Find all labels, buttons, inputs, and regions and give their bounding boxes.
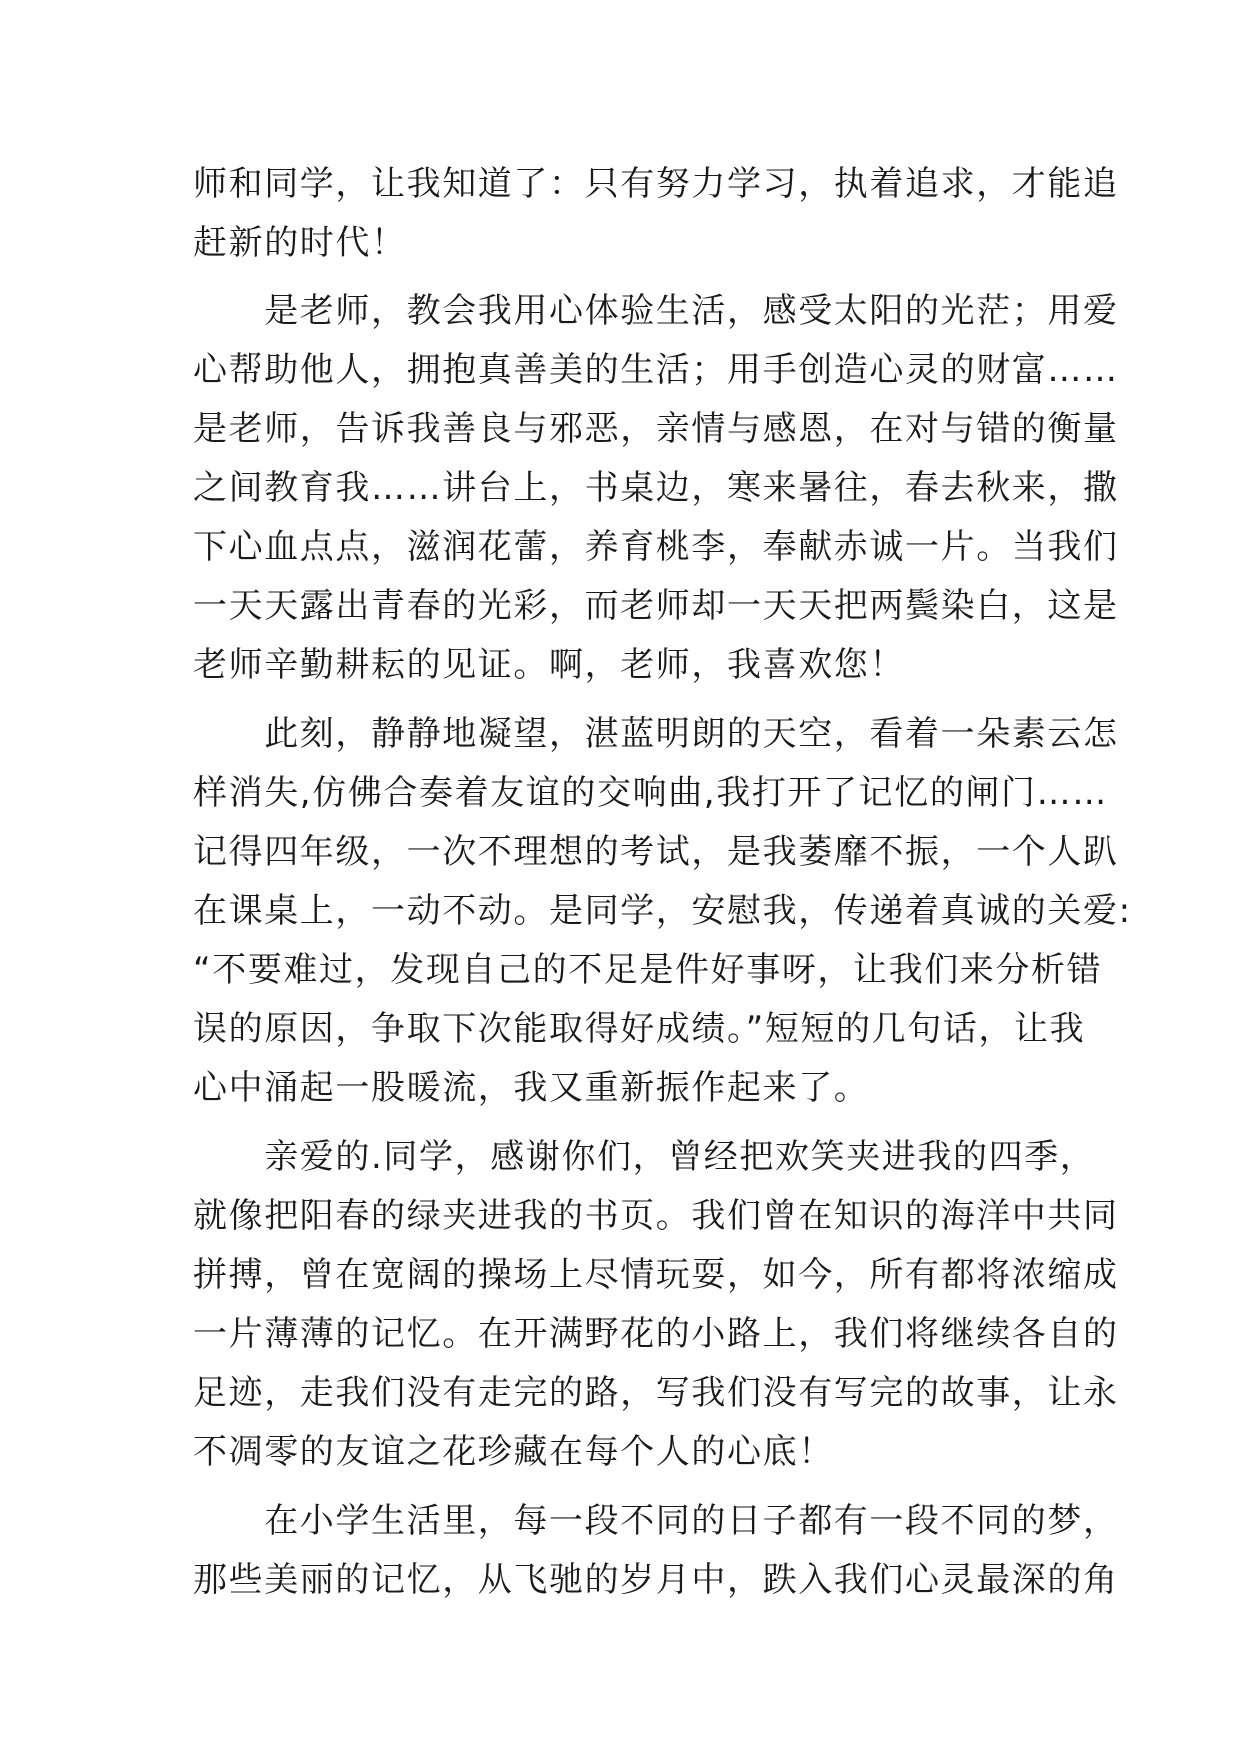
text-line: 是老师，告诉我善良与邪恶，亲情与感恩，在对与错的衡量 xyxy=(193,409,1119,449)
text-line: 一片薄薄的记忆。在开满野花的小路上，我们将继续各自的 xyxy=(193,1314,1119,1354)
text-line: 心中涌起一股暖流，我又重新振作起来了。 xyxy=(193,1068,870,1108)
text-line: 误的原因，争取下次能取得好成绩。”短短的几句话，让我 xyxy=(193,1009,1086,1049)
text-line: 下心血点点，滋润花蕾，养育桃李，奉献赤诚一片。当我们 xyxy=(193,527,1119,567)
text-line: 之间教育我……讲台上，书桌边，寒来暑往，春去秋来，撒 xyxy=(193,468,1119,508)
text-line: 在小学生活里，每一段不同的日子都有一段不同的梦， xyxy=(193,1501,1119,1541)
text-line: 赶新的时代！ xyxy=(193,223,407,263)
text-line: 记得四年级，一次不理想的考试，是我萎靡不振，一个人趴 xyxy=(193,832,1119,872)
text-line: 老师辛勤耕耘的见证。啊，老师，我喜欢您！ xyxy=(193,645,905,685)
text-line: 不凋零的友谊之花珍藏在每个人的心底！ xyxy=(193,1432,834,1472)
text-line: “不要难过，发现自己的不足是件好事呀，让我们来分析错 xyxy=(193,950,1103,990)
text-line: 在课桌上，一动不动。是同学，安慰我，传递着真诚的关爱: xyxy=(193,891,1132,931)
text-line: 亲爱的.同学，感谢你们，曾经把欢笑夹进我的四季， xyxy=(193,1137,1096,1177)
text-line: 足迹，走我们没有走完的路，写我们没有写完的故事，让永 xyxy=(193,1373,1119,1413)
text-line: 一天天露出青春的光彩，而老师却一天天把两鬓染白，这是 xyxy=(193,586,1119,626)
text-line: 拼搏，曾在宽阔的操场上尽情玩耍，如今，所有都将浓缩成 xyxy=(193,1255,1119,1295)
text-line: 师和同学，让我知道了：只有努力学习，执着追求，才能追 xyxy=(193,164,1119,204)
text-line: 那些美丽的记忆，从飞驰的岁月中，跌入我们心灵最深的角 xyxy=(193,1560,1119,1600)
text-line: 是老师，教会我用心体验生活，感受太阳的光茫；用爱 xyxy=(193,291,1119,331)
text-line: 样消失,仿佛合奏着友谊的交响曲,我打开了记忆的闸门…… xyxy=(193,773,1108,813)
text-line: 就像把阳春的绿夹进我的书页。我们曾在知识的海洋中共同 xyxy=(193,1196,1119,1236)
text-line: 此刻，静静地凝望，湛蓝明朗的天空，看着一朵素云怎 xyxy=(193,714,1119,754)
text-line: 心帮助他人，拥抱真善美的生活；用手创造心灵的财富…… xyxy=(193,350,1119,390)
